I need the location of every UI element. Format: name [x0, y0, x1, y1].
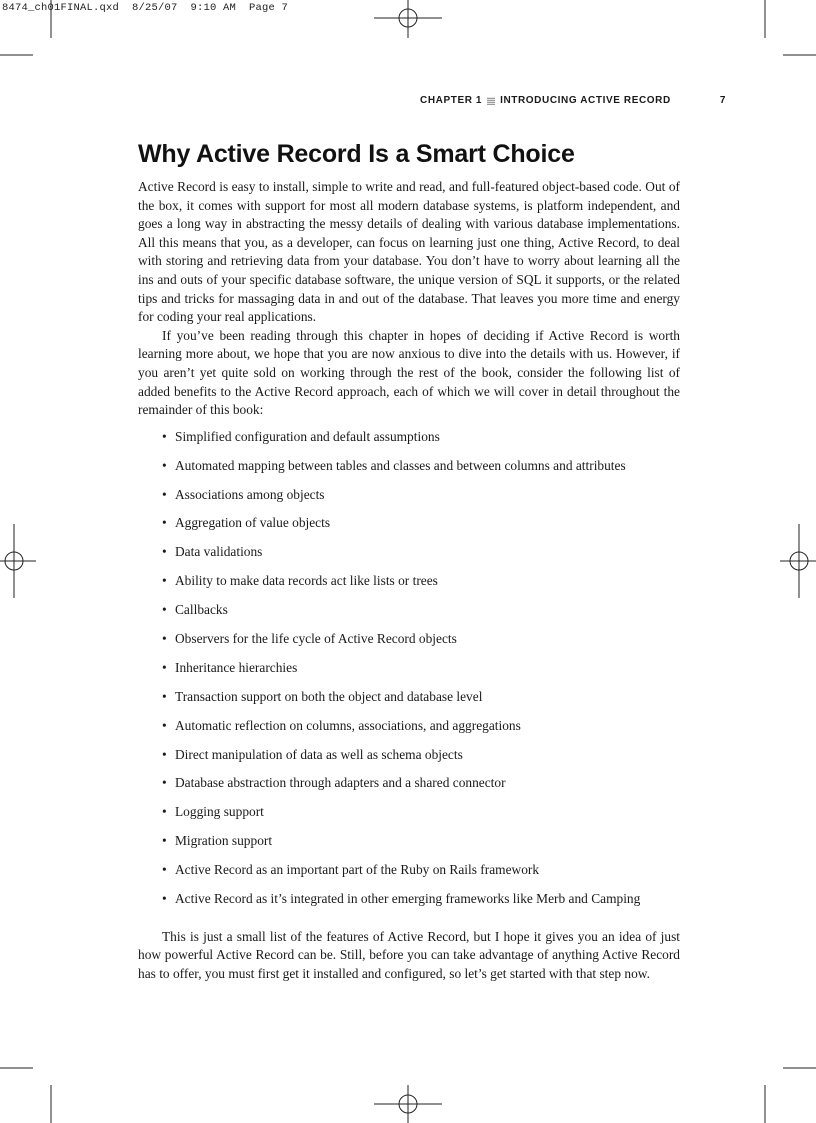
- list-item: • Automated mapping between tables and classes and between columns and attributes: [162, 457, 680, 486]
- bullet-icon: •: [162, 717, 167, 733]
- registration-mark-bottom: [374, 1085, 442, 1123]
- chapter-title: INTRODUCING ACTIVE RECORD: [500, 95, 671, 106]
- bullet-icon: •: [162, 890, 167, 906]
- paragraph-intro: Active Record is easy to install, simple to write and read, and full-featured object-based code. Out of the box, it comes with support for most all modern database systems, is platform independent, and goes a long way in abstracting the messy details of dealing with various database implementations. All this means that you, as a developer, can focus on learning just one thing, Active Record, to deal with storing and retrieving data from your database. You don’t have to worry about learning all the ins and outs of your specific database software, the unique version of SQL it supports, or the related tips and tricks for massaging data in and out of the database. That leaves you more time and energy for coding your real applications.: [138, 179, 680, 325]
- list-item: • Direct manipulation of data as well as schema objects: [162, 746, 680, 775]
- separator-square-icon: [487, 97, 495, 105]
- list-item: • Database abstraction through adapters and a shared connector: [162, 774, 680, 803]
- print-slug: 8474_ch01FINAL.qxd 8/25/07 9:10 AM Page 7: [2, 2, 289, 14]
- bullet-icon: •: [162, 862, 167, 878]
- paragraph-benefits: If you’ve been reading through this chapter in hopes of deciding if Active Record is worth learning more about, we hope that you are now anxious to dive into the details with us. However, if you aren’t yet quite sold on working through the rest of the book, consider the following list of added benefits to the Active Record approach, each of which we will cover in detail throughout the remainder of this book:: [138, 327, 680, 418]
- bullet-icon: •: [162, 573, 167, 589]
- list-item: • Logging support: [162, 803, 680, 832]
- bullet-icon: •: [162, 746, 167, 762]
- bullet-icon: •: [162, 428, 167, 444]
- bullet-icon: •: [162, 659, 167, 675]
- bullet-icon: •: [162, 630, 167, 646]
- list-item: • Migration support: [162, 832, 680, 861]
- list-item: • Aggregation of value objects: [162, 514, 680, 543]
- chapter-label: CHAPTER 1: [420, 95, 483, 106]
- bullet-icon: •: [162, 515, 167, 531]
- bullet-icon: •: [162, 602, 167, 618]
- registration-mark-top: [374, 0, 442, 38]
- list-item: • Observers for the life cycle of Active Record objects: [162, 630, 680, 659]
- paragraph-conclusion: This is just a small list of the features of Active Record, but I hope it gives you an idea of just how powerful Active Record can be. Still, before you can take advantage of anything Active Record has to offer, you must first get it installed and configured, so let’s get started with that step now.: [138, 928, 680, 982]
- list-item: • Active Record as an important part of the Ruby on Rails framework: [162, 861, 680, 890]
- benefits-list: [138, 428, 680, 919]
- list-item: • Callbacks: [162, 601, 680, 630]
- bullet-icon: •: [162, 544, 167, 560]
- bullet-icon: •: [162, 775, 167, 791]
- bullet-icon: •: [162, 688, 167, 704]
- registration-mark-right: [780, 524, 816, 598]
- bullet-icon: •: [162, 457, 167, 473]
- section-heading: Why Active Record Is a Smart Choice: [138, 140, 575, 168]
- list-item: • Data validations: [162, 543, 680, 572]
- running-head: [420, 95, 726, 106]
- list-item: • Ability to make data records act like lists or trees: [162, 572, 680, 601]
- bullet-icon: •: [162, 804, 167, 820]
- bullet-icon: •: [162, 486, 167, 502]
- registration-mark-left: [0, 524, 36, 598]
- page-number: 7: [719, 95, 726, 106]
- list-item: • Associations among objects: [162, 486, 680, 515]
- list-item: • Simplified configuration and default assumptions: [162, 428, 680, 457]
- bullet-icon: •: [162, 833, 167, 849]
- list-item: • Active Record as it’s integrated in other emerging frameworks like Merb and Camping: [162, 890, 680, 919]
- list-item: • Automatic reflection on columns, associations, and aggregations: [162, 717, 680, 746]
- list-item: • Inheritance hierarchies: [162, 659, 680, 688]
- page-body: [138, 140, 680, 984]
- list-item: • Transaction support on both the object and database level: [162, 688, 680, 717]
